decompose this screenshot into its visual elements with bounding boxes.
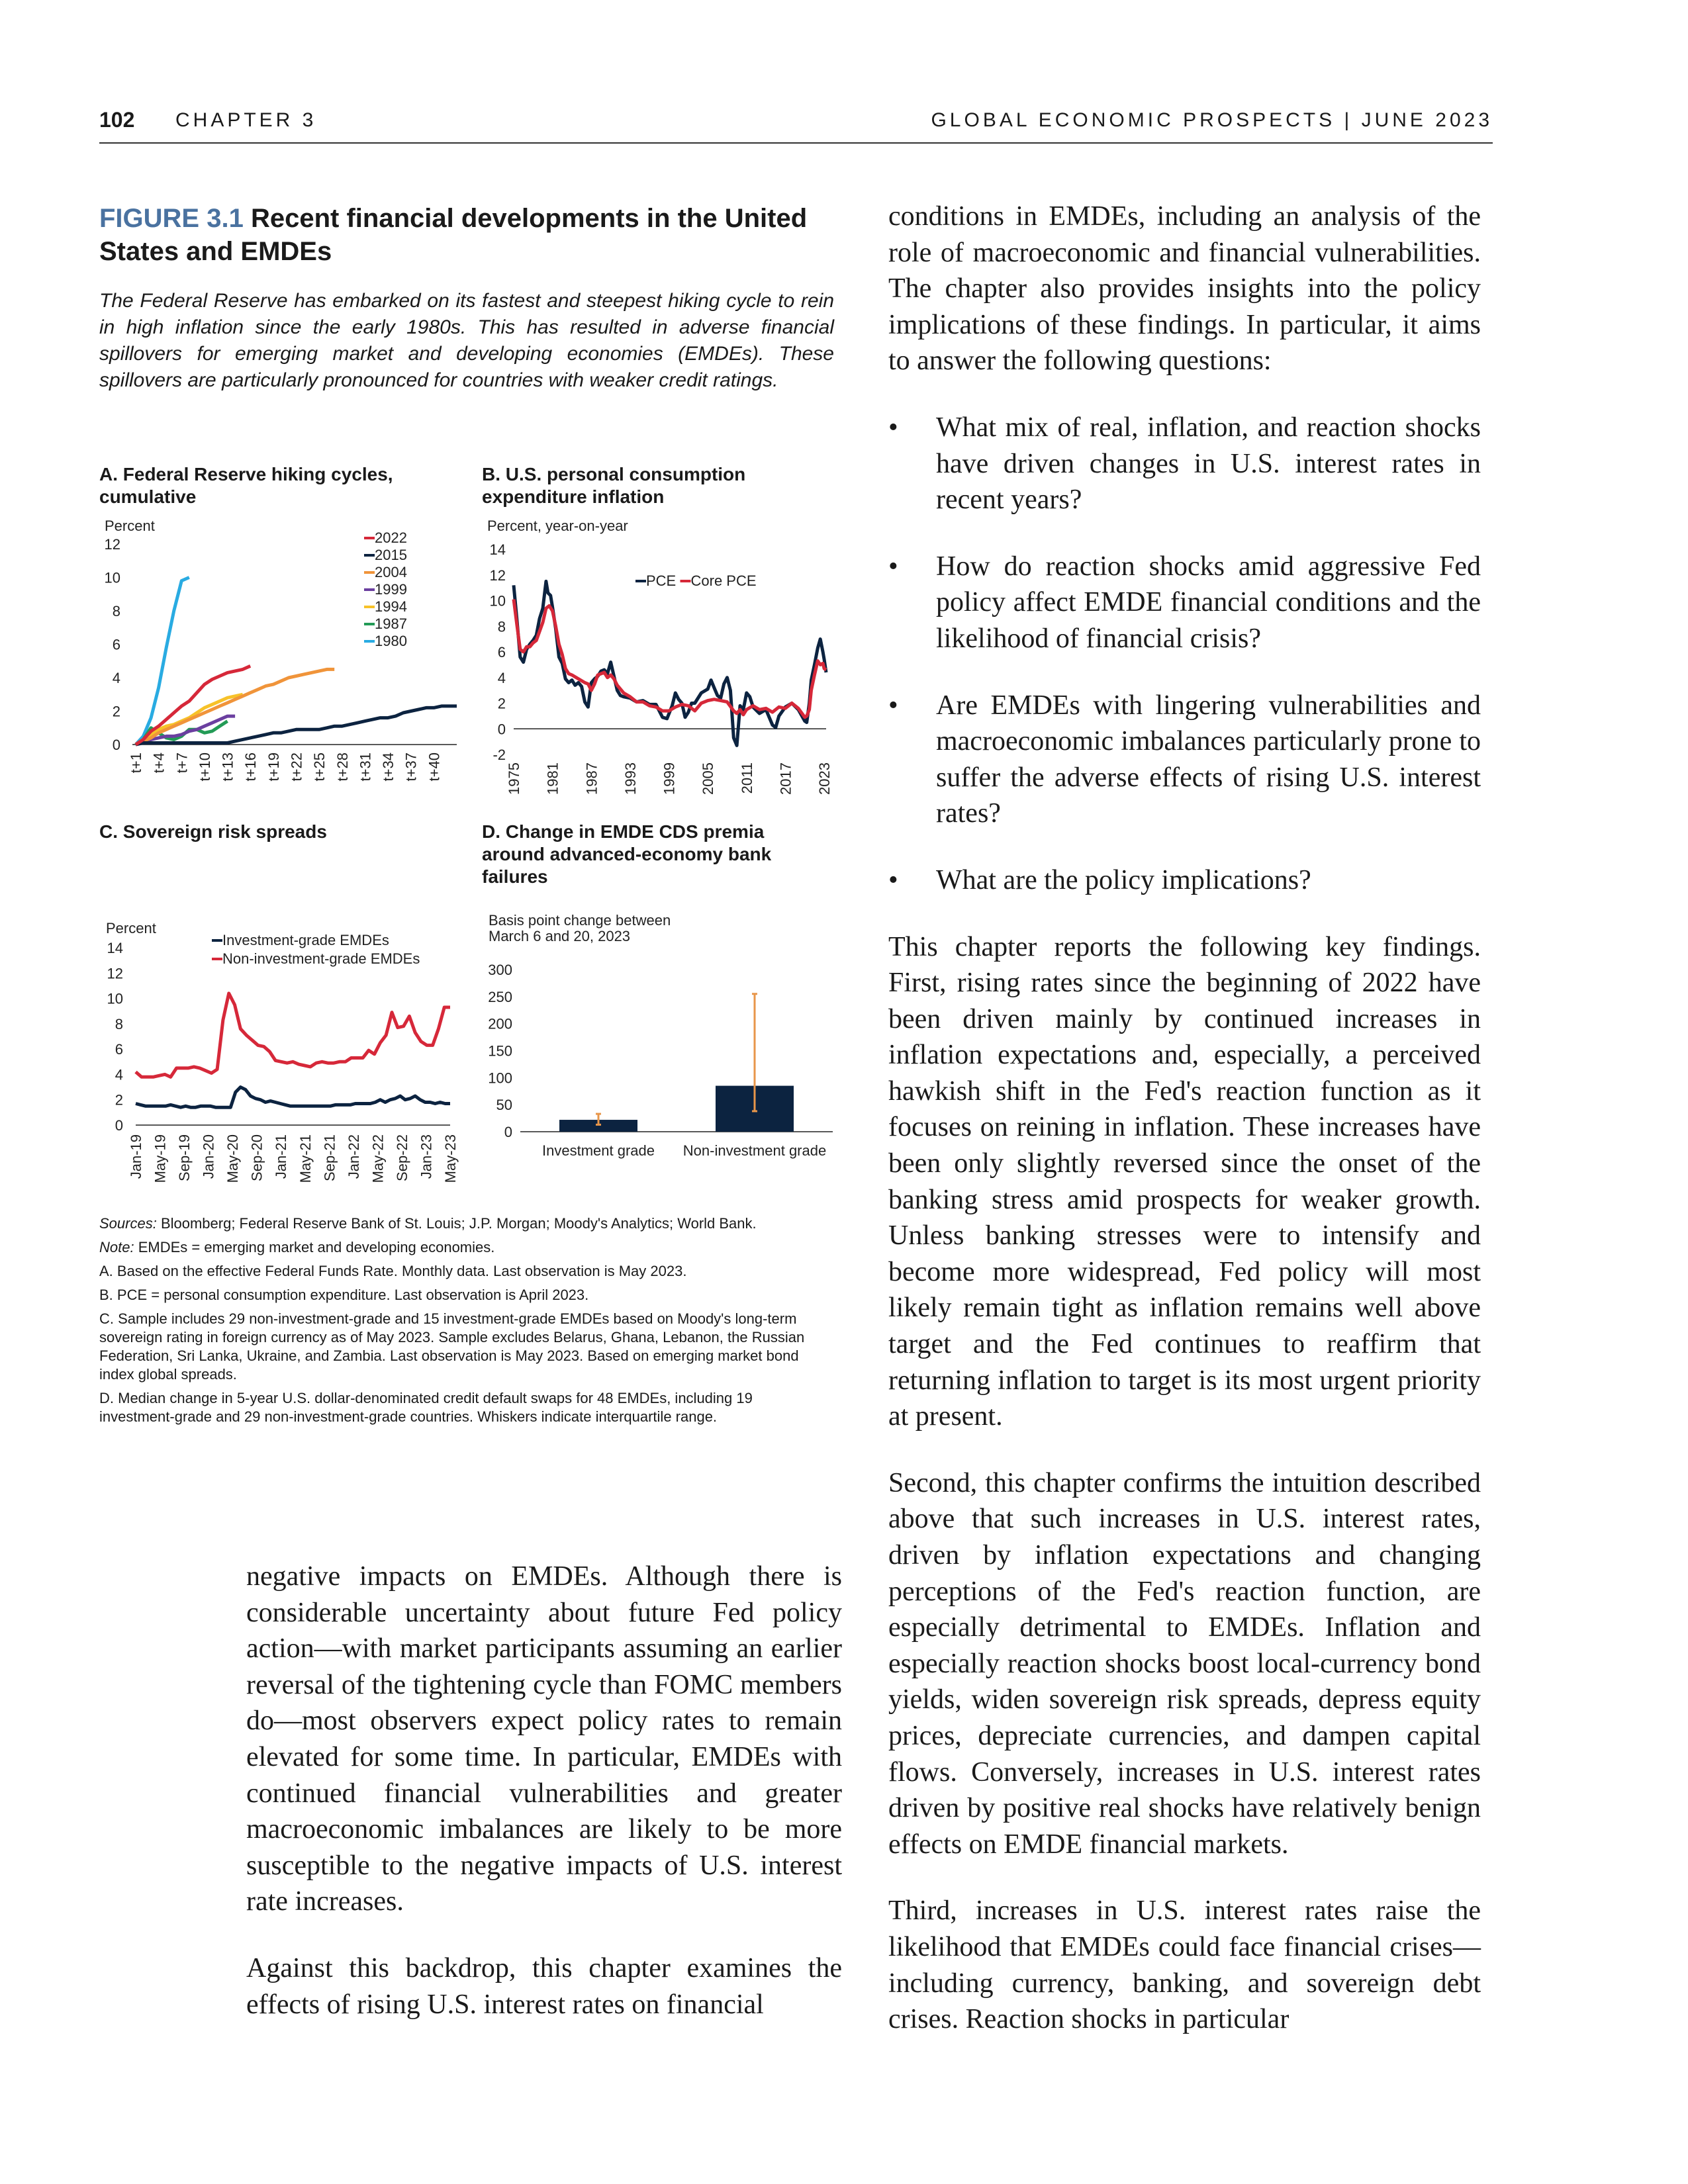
question-item: • What are the policy implications? [888, 862, 1481, 899]
question-item: • Are EMDEs with lingering vulnerabilities and macroeconomic imbalances particularly prone to suffer the adverse effects of rising U.S. interest rates? [888, 688, 1481, 832]
findings-paragraph: This chapter reports the following key findings. First, rising rates since the beginning of 2022 have been driven mainly by continued increases in inflation expectations and, especially, a perceived hawkish shift in the Fed's reaction function as it focuses on reining in inflation. These increases have been only slightly reversed since the onset of the banking stress amid prospects for weaker growth. Unless banking stresses were to intensify and become more widespread, Fed policy will most likely remain tight as inflation remains well above target and the Fed continues to reaffirm that returning inflation to target is its most urgent priority at present. [888, 931, 1481, 1432]
x-tick-label: 2017 [777, 762, 794, 795]
x-tick-label: May-19 [152, 1134, 169, 1183]
body-paragraph: Against this backdrop, this chapter examines the effects of rising U.S. interest rates on financial [246, 1952, 842, 2020]
y-tick-label: 4 [112, 670, 120, 686]
x-tick-label: 1981 [544, 762, 561, 795]
panel-c-title: C. Sovereign risk spreads [99, 821, 327, 842]
legend-label: 1987 [375, 615, 407, 632]
y-tick-label: 300 [488, 962, 512, 978]
y-tick-label: 10 [489, 592, 506, 610]
series-line-1980 [136, 578, 189, 745]
legend-label: 2004 [375, 564, 407, 580]
x-tick-label: May-20 [224, 1134, 242, 1183]
x-tick-label: May-22 [369, 1134, 387, 1183]
x-tick-label: t+37 [402, 752, 420, 782]
y-tick-label: 200 [488, 1015, 512, 1032]
x-tick-label: t+10 [196, 752, 213, 782]
chapter-label: CHAPTER 3 [175, 109, 317, 131]
x-tick-label: 2005 [700, 762, 717, 795]
x-tick-label: t+4 [150, 752, 167, 774]
x-category-label: Investment grade [542, 1142, 655, 1159]
y-tick-label: 150 [488, 1042, 512, 1060]
x-category-label: Non-investment grade [682, 1142, 827, 1159]
question-item: • What mix of real, inflation, and reaction shocks have driven changes in U.S. interest rates in recent years? [888, 410, 1481, 518]
y-tick-label: 100 [488, 1069, 512, 1087]
y-tick-label: 10 [107, 990, 123, 1007]
page-number: 102 [99, 108, 135, 132]
bullet-icon: • [888, 864, 898, 895]
x-tick-label: Sep-19 [176, 1134, 193, 1181]
x-tick-label: Jan-21 [273, 1134, 290, 1179]
note-d: D. Median change in 5-year U.S. dollar-denominated credit default swaps for 48 EMDEs, including 19 investment-grade and 29 non-investment-grade countries. Whiskers indicate interquartile range. [99, 1390, 753, 1425]
y-tick-label: 0 [504, 1124, 512, 1140]
x-tick-label: May-21 [297, 1134, 314, 1183]
question-item: • How do reaction shocks amid aggressive Fed policy affect EMDE financial conditions and the likelihood of financial crisis? [888, 549, 1481, 657]
y-tick-label: 4 [115, 1066, 123, 1083]
x-tick-label: t+19 [265, 752, 282, 782]
publication-title: GLOBAL ECONOMIC PROSPECTS | JUNE 2023 [931, 109, 1493, 131]
legend-label: 2015 [375, 547, 407, 563]
figure-subtitle: The Federal Reserve has embarked on its fastest and steepest hiking cycle to rein in high inflation since the early 1980s. This has resulted in adverse financial spillovers for emerging market and developing economies (EMDEs). These spillovers are particularly pronounced for countries with weaker credit ratings. [99, 290, 834, 391]
y-axis-label: Percent, year-on-year [487, 518, 628, 534]
y-tick-label: 6 [497, 644, 506, 660]
x-tick-label: t+34 [380, 752, 397, 782]
y-tick-label: 0 [497, 721, 506, 738]
x-tick-label: t+25 [311, 752, 328, 782]
y-tick-label: 12 [104, 536, 120, 553]
x-tick-label: 1993 [622, 762, 639, 795]
right-body-text [888, 199, 1481, 2068]
y-axis-label: Percent [106, 920, 156, 936]
bullet-icon: • [888, 412, 898, 443]
legend-label: 1999 [375, 581, 407, 598]
y-tick-label: 250 [488, 988, 512, 1005]
y-tick-label: 8 [115, 1015, 123, 1032]
x-tick-label: Sep-22 [393, 1134, 410, 1181]
series-line-2015 [136, 706, 457, 745]
note-a: A. Based on the effective Federal Funds Rate. Monthly data. Last observation is May 2023. [99, 1263, 687, 1279]
panel-a-title: A. Federal Reserve hiking cycles, cumulative [99, 464, 393, 507]
y-tick-label: 6 [112, 636, 120, 653]
intro-paragraph: conditions in EMDEs, including an analysis of the role of macroeconomic and financial vulnerabilities. The chapter also provides insights into the policy implications of these findings. In particular, it aims to answer the following questions: [888, 201, 1481, 377]
bullet-icon: • [888, 690, 898, 721]
legend-label: Investment-grade EMDEs [222, 932, 389, 948]
x-tick-label: 1987 [583, 762, 600, 795]
y-tick-label: 50 [496, 1097, 512, 1114]
panel-a-chart [99, 516, 470, 814]
x-tick-label: 2023 [816, 762, 833, 795]
figure-title [99, 202, 834, 268]
y-tick-label: 0 [115, 1117, 123, 1134]
legend-label: Core PCE [690, 572, 757, 589]
panel-b-title: B. U.S. personal consumption expenditure inflation [482, 464, 746, 507]
findings-paragraph: Second, this chapter confirms the intuition described above that such increases in U.S. interest rates, driven by inflation expectations and changing perceptions of the Fed's reaction function, are especially detrimental to EMDEs. Inflation and especially reaction shocks boost local-currency bond yields, widen sovereign risk spreads, depress equity prices, depreciate currencies, and dampen capital flows. Conversely, increases in U.S. interest rates driven by positive real shocks have relatively benign effects on EMDE financial markets. [888, 1467, 1481, 1860]
x-tick-label: t+16 [242, 752, 259, 782]
bullet-icon: • [888, 551, 898, 582]
series-line-non-investment-grade [136, 993, 450, 1077]
note-b: B. PCE = personal consumption expenditure. Last observation is April 2023. [99, 1287, 589, 1303]
y-tick-label: 10 [104, 569, 120, 586]
y-tick-label: 4 [497, 669, 506, 686]
y-tick-label: 2 [497, 695, 506, 712]
x-tick-label: t+40 [426, 752, 443, 782]
x-tick-label: Sep-20 [248, 1134, 265, 1181]
left-body-text [246, 1559, 842, 2053]
x-tick-label: May-23 [442, 1134, 459, 1183]
panel-a [99, 463, 470, 807]
sources-note: Sources: Bloomberg; Federal Reserve Bank of St. Louis; J.P. Morgan; Moody's Analytics; World Bank. [99, 1215, 757, 1232]
legend-label: 2022 [375, 529, 407, 546]
panel-b-chart [482, 516, 839, 814]
panel-d-title: D. Change in EMDE CDS premia around advanced-economy bank failures [482, 821, 772, 887]
legend-label: PCE [646, 572, 677, 589]
x-tick-label: t+7 [173, 752, 191, 774]
series-line-2004 [136, 669, 334, 745]
legend-label: 1980 [375, 633, 407, 649]
x-tick-label: Jan-22 [345, 1134, 362, 1179]
page-header [99, 103, 1493, 144]
x-tick-label: t+22 [288, 752, 305, 782]
body-paragraph: negative impacts on EMDEs. Although there is considerable uncertainty about future Fed policy action—with market participants assuming an earlier reversal of the tightening cycle than FOMC members do—most observers expect policy rates to remain elevated for some time. In particular, EMDEs with continued financial vulnerabilities and greater macroeconomic imbalances are likely to be more susceptible to the negative impacts of U.S. interest rate increases. [246, 1561, 842, 1917]
x-tick-label: 1999 [661, 762, 678, 795]
figure-notes [99, 1214, 827, 1432]
y-tick-label: 12 [489, 567, 506, 584]
y-tick-label: 14 [489, 541, 506, 558]
figure-3-1 [99, 202, 834, 394]
x-tick-label: t+28 [334, 752, 351, 782]
panel-b [482, 463, 839, 807]
x-tick-label: t+13 [219, 752, 236, 782]
x-tick-label: t+31 [357, 752, 374, 782]
x-tick-label: 2011 [738, 762, 755, 794]
panel-c-chart [99, 893, 470, 1205]
legend-label: 1994 [375, 598, 407, 615]
series-line-investment-grade [136, 1087, 450, 1108]
panel-c [99, 821, 470, 1183]
panel-d [482, 821, 839, 1178]
y-tick-label: 8 [112, 603, 120, 619]
x-tick-label: Jan-23 [418, 1134, 435, 1179]
series-line-pce [514, 581, 826, 745]
y-tick-label: 2 [112, 703, 120, 720]
findings-paragraph: Third, increases in U.S. interest rates raise the likelihood that EMDEs could face financial crises—including currency, banking, and sovereign debt crises. Reaction shocks in particular [888, 1895, 1481, 2035]
figure-number: FIGURE 3.1 [99, 204, 244, 233]
general-note: Note: EMDEs = emerging market and developing economies. [99, 1239, 495, 1255]
y-axis-label-line2: March 6 and 20, 2023 [489, 928, 631, 944]
y-tick-label: 6 [115, 1041, 123, 1058]
note-c: C. Sample includes 29 non-investment-grade and 15 investment-grade EMDEs based on Moody's long-term sovereign rating in foreign currency as of May 2023. Sample excludes Belarus, Ghana, Lebanon, the Russian Federation, Sri Lanka, Ukraine, and Zambia. Last observation is May 2023. Based on emerging market bond index global spreads. [99, 1310, 805, 1383]
y-axis-label: Basis point change between [489, 912, 671, 929]
y-axis-label: Percent [105, 518, 155, 534]
legend-label: Non-investment-grade EMDEs [222, 950, 420, 967]
question-list [888, 410, 1481, 899]
y-tick-label: 12 [107, 965, 123, 982]
y-tick-label: 14 [107, 940, 123, 956]
y-tick-label: 8 [497, 618, 506, 635]
x-tick-label: 1975 [506, 762, 522, 795]
y-tick-label: -2 [492, 747, 506, 763]
x-tick-label: Sep-21 [321, 1134, 338, 1181]
y-tick-label: 2 [115, 1091, 123, 1109]
y-tick-label: 0 [112, 737, 120, 753]
figure-title-text: Recent financial developments in the United States and EMDEs [99, 204, 808, 266]
x-tick-label: Jan-19 [128, 1134, 144, 1179]
x-tick-label: t+1 [128, 752, 144, 774]
panel-d-chart [482, 893, 839, 1185]
x-tick-label: Jan-20 [200, 1134, 217, 1179]
